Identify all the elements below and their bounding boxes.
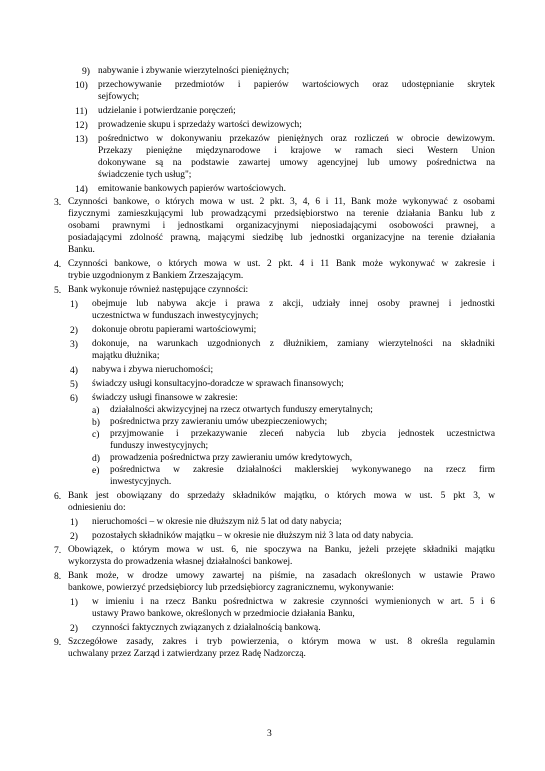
subitem-text: działalności akwizycyjnej na rzecz otwartych funduszy emerytalnych; xyxy=(110,405,373,415)
item-text: czynności faktycznych związanych z działalnością bankową. xyxy=(92,623,321,633)
item-text: pośrednictwo w dokonywaniu przekazów pieniężnych oraz rozliczeń w obrocie dewizowym. xyxy=(98,134,495,144)
subitem-text: pośrednictwa przy zawieraniu umów ubezpieczeniowych; xyxy=(110,417,328,427)
item-text: dokonuje, na warunkach uzgodnionych z dłużnikiem, zamiany wierzytelności na składniki xyxy=(92,339,495,349)
item-number: 13) xyxy=(75,134,88,145)
paragraph-text: fizycznymi zamieszkującymi lub prowadzącymi przedsiębiorstwo na terenie działania Banku lub z xyxy=(68,209,495,219)
item-number: 5) xyxy=(70,379,78,390)
item-text: majątku dłużnika; xyxy=(92,351,160,361)
paragraph-text: Bank może, w drodze umowy zawartej na piśmie, na zasadach określonych w ustawie Prawo xyxy=(68,571,495,581)
paragraph-text: odniesieniu do: xyxy=(68,503,126,513)
item-number: 9) xyxy=(82,66,90,77)
paragraph-text: Czynności bankowe, o których mowa w ust. 2 pkt. 3, 4, 6 i 11, Bank może wykonywać z osobami xyxy=(68,197,495,207)
item-text: emitowanie bankowych papierów wartościowych. xyxy=(98,184,286,194)
item-text: prowadzenie skupu i sprzedaży wartości dewizowych; xyxy=(98,120,302,130)
item-text: świadczy usługi finansowe w zakresie: xyxy=(92,393,238,403)
item-number: 1) xyxy=(70,517,78,528)
item-text: nabywanie i zbywanie wierzytelności pieniężnych; xyxy=(98,66,290,76)
page-number: 3 xyxy=(267,728,272,739)
item-text: nabywa i zbywa nieruchomości; xyxy=(92,365,214,375)
subitem-text: inwestycyjnych. xyxy=(110,477,172,487)
item-number: 1) xyxy=(70,597,78,608)
paragraph-text: uchwalany przez Zarząd i zatwierdzany przez Radę Nadzorczą. xyxy=(68,649,306,659)
item-text: Przekazy pieniężne międzynarodowe i krajowe w ramach sieci Western Union xyxy=(98,146,495,156)
paragraph-number: 3. xyxy=(54,197,62,208)
paragraph-number: 6. xyxy=(54,491,62,502)
item-number: 2) xyxy=(70,623,78,634)
paragraph-number: 9. xyxy=(54,637,62,648)
subitem-text: prowadzenia pośrednictwa przy zawieraniu umów kredytowych, xyxy=(110,453,353,463)
item-number: 11) xyxy=(75,106,88,117)
item-number: 1) xyxy=(70,299,78,310)
item-text: obejmuje lub nabywa akcje i prawa z akcji, udziały innej osoby prawnej i jednostki xyxy=(92,299,495,309)
subitem-letter: c) xyxy=(92,429,100,440)
paragraph-number: 5. xyxy=(54,285,62,296)
paragraph-number: 4. xyxy=(54,259,62,270)
item-number: 2) xyxy=(70,531,78,542)
paragraph-text: bankowe, powierzyć przedsiębiorcy lub przedsiębiorcy zagranicznemu, wykonywanie: xyxy=(68,583,394,593)
item-text: udzielanie i potwierdzanie poręczeń; xyxy=(98,106,236,116)
item-number: 10) xyxy=(75,80,88,91)
paragraph-text: wykorzysta do prowadzenia własnej działalności bankowej. xyxy=(68,557,293,567)
paragraph-text: posiadającymi zdolność prawną, mającymi siedzibę lub jednostki organizacyjne na terenie działania xyxy=(68,233,495,243)
item-text: przechowywanie przedmiotów i papierów wartościowych oraz udostępnianie skrytek xyxy=(98,80,495,90)
paragraph-text: osobami prawnymi i jednostkami organizacyjnymi nieposiadającymi osobowości prawnej, a xyxy=(68,221,495,231)
subitem-letter: e) xyxy=(92,465,100,476)
paragraph-text: Bank wykonuje również następujące czynności: xyxy=(68,285,249,295)
subitem-letter: b) xyxy=(92,417,100,428)
subitem-text: funduszy inwestycyjnych; xyxy=(110,441,209,451)
item-text: uczestnictwa w funduszach inwestycyjnych; xyxy=(92,311,259,321)
item-text: świadczenie tych usług"; xyxy=(98,170,192,180)
paragraph-text: Banku. xyxy=(68,245,95,255)
item-number: 2) xyxy=(70,325,78,336)
item-text: świadczy usługi konsultacyjno-doradcze w sprawach finansowych; xyxy=(92,379,344,389)
item-text: pozostałych składników majątku – w okresie nie dłuższym niż 3 lata od daty nabycia. xyxy=(92,531,414,541)
paragraph-text: Szczegółowe zasady, zakres i tryb powierzenia, o którym mowa w ust. 8 określa regulamin xyxy=(68,637,495,647)
subitem-letter: a) xyxy=(92,405,100,416)
item-text: sejfowych; xyxy=(98,92,140,102)
item-number: 4) xyxy=(70,365,78,376)
item-text: w imieniu i na rzecz Banku pośrednictwa w zakresie czynności wymienionych w art. 5 i 6 xyxy=(92,597,495,607)
subitem-text: pośrednictwa w zakresie działalności maklerskiej wykonywanego na rzecz firm xyxy=(110,465,495,475)
paragraph-text: Bank jest obowiązany do sprzedaży składników majątku, o których mowa w ust. 5 pkt 3, w xyxy=(68,491,495,501)
item-number: 12) xyxy=(75,120,88,131)
item-text: dokonuje obrotu papierami wartościowymi; xyxy=(92,325,257,335)
paragraph-number: 8. xyxy=(54,571,62,582)
item-text: dokonywane są na podstawie zawartej umowy agencyjnej lub umowy pośrednictwa na xyxy=(98,158,495,168)
item-number: 3) xyxy=(70,339,78,350)
item-text: nieruchomości – w okresie nie dłuższym niż 5 lat od daty nabycia; xyxy=(92,517,342,527)
item-number: 14) xyxy=(75,184,88,195)
subitem-text: przyjmowanie i przekazywanie zleceń nabycia lub zbycia jednostek uczestnictwa xyxy=(110,429,495,439)
paragraph-number: 7. xyxy=(54,545,62,556)
paragraph-text: trybie uzgodnionym z Bankiem Zrzeszającym. xyxy=(68,271,244,281)
paragraph-text: Czynności bankowe, o których mowa w ust. 2 pkt. 4 i 11 Bank może wykonywać w zakresie i xyxy=(68,259,495,269)
paragraph-text: Obowiązek, o którym mowa w ust. 6, nie spoczywa na Banku, jeżeli przejęte składniki majątku xyxy=(68,545,495,555)
item-text: ustawy Prawo bankowe, określonych w przedmiocie działania Banku, xyxy=(92,609,355,619)
item-number: 6) xyxy=(70,393,78,404)
subitem-letter: d) xyxy=(92,453,100,464)
